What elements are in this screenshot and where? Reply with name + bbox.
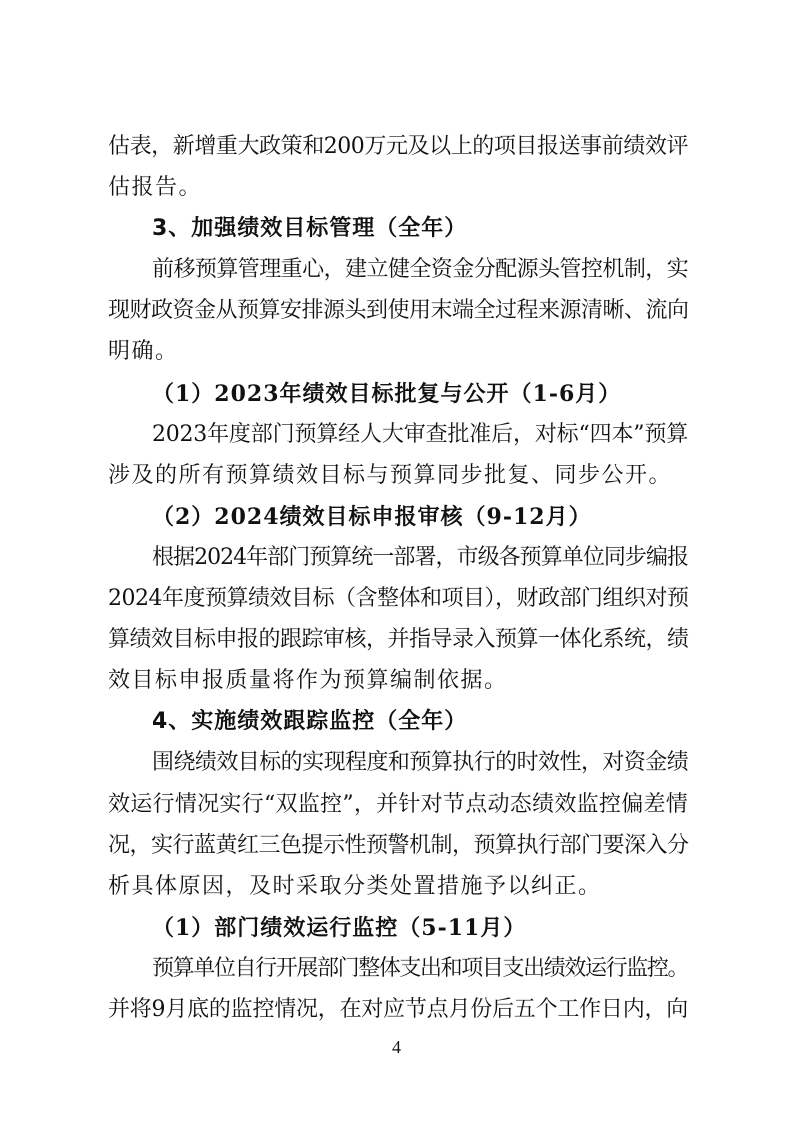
page-number: 4	[392, 1037, 401, 1057]
subsection-heading: （1）部门绩效运行监控（5-11月）	[152, 915, 527, 941]
body-line: 效目标申报质量将作为预算编制依据。	[108, 668, 508, 693]
subsection-heading: （1）2023年绩效目标批复与公开（1-6月）	[152, 381, 622, 407]
section-heading: 4、实施绩效跟踪监控（全年）	[152, 709, 468, 734]
section-heading: 3、加强绩效目标管理（全年）	[152, 216, 468, 241]
subsection-heading: （2）2024绩效目标申报审核（9-12月）	[152, 504, 592, 530]
paragraph-first-line: 根据2024年部门预算统一部署，市级各预算单位同步编报	[152, 545, 688, 570]
body-line: 现财政资金从预算安排源头到使用末端全过程来源清晰、流向	[108, 298, 689, 323]
body-line: 2024年度预算绩效目标（含整体和项目），财政部门组织对预	[108, 586, 689, 611]
body-line: 涉及的所有预算绩效目标与预算同步批复、同步公开。	[108, 463, 673, 488]
body-line: 明确。	[108, 339, 179, 364]
body-line: 并将9月底的监控情况，在对应节点月份后五个工作日内，向	[108, 997, 688, 1022]
body-line: 效运行情况实行“双监控”，并针对节点动态绩效监控偏差情	[108, 792, 688, 817]
body-line: 估报告。	[108, 175, 203, 200]
paragraph-first-line: 预算单位自行开展部门整体支出和项目支出绩效运行监控。	[152, 956, 688, 981]
body-line: 估表，新增重大政策和200万元及以上的项目报送事前绩效评	[108, 134, 688, 159]
paragraph-first-line: 2023年度部门预算经人大审查批准后，对标“四本”预算	[152, 422, 688, 447]
body-line: 况，实行蓝黄红三色提示性预警机制，预算执行部门要深入分	[108, 833, 689, 858]
body-line: 算绩效目标申报的跟踪审核，并指导录入预算一体化系统，绩	[108, 627, 689, 652]
paragraph-first-line: 围绕绩效目标的实现程度和预算执行的时效性，对资金绩	[152, 750, 688, 775]
body-line: 析具体原因，及时采取分类处置措施予以纠正。	[108, 874, 602, 899]
paragraph-first-line: 前移预算管理重心，建立健全资金分配源头管控机制，实	[152, 257, 688, 282]
